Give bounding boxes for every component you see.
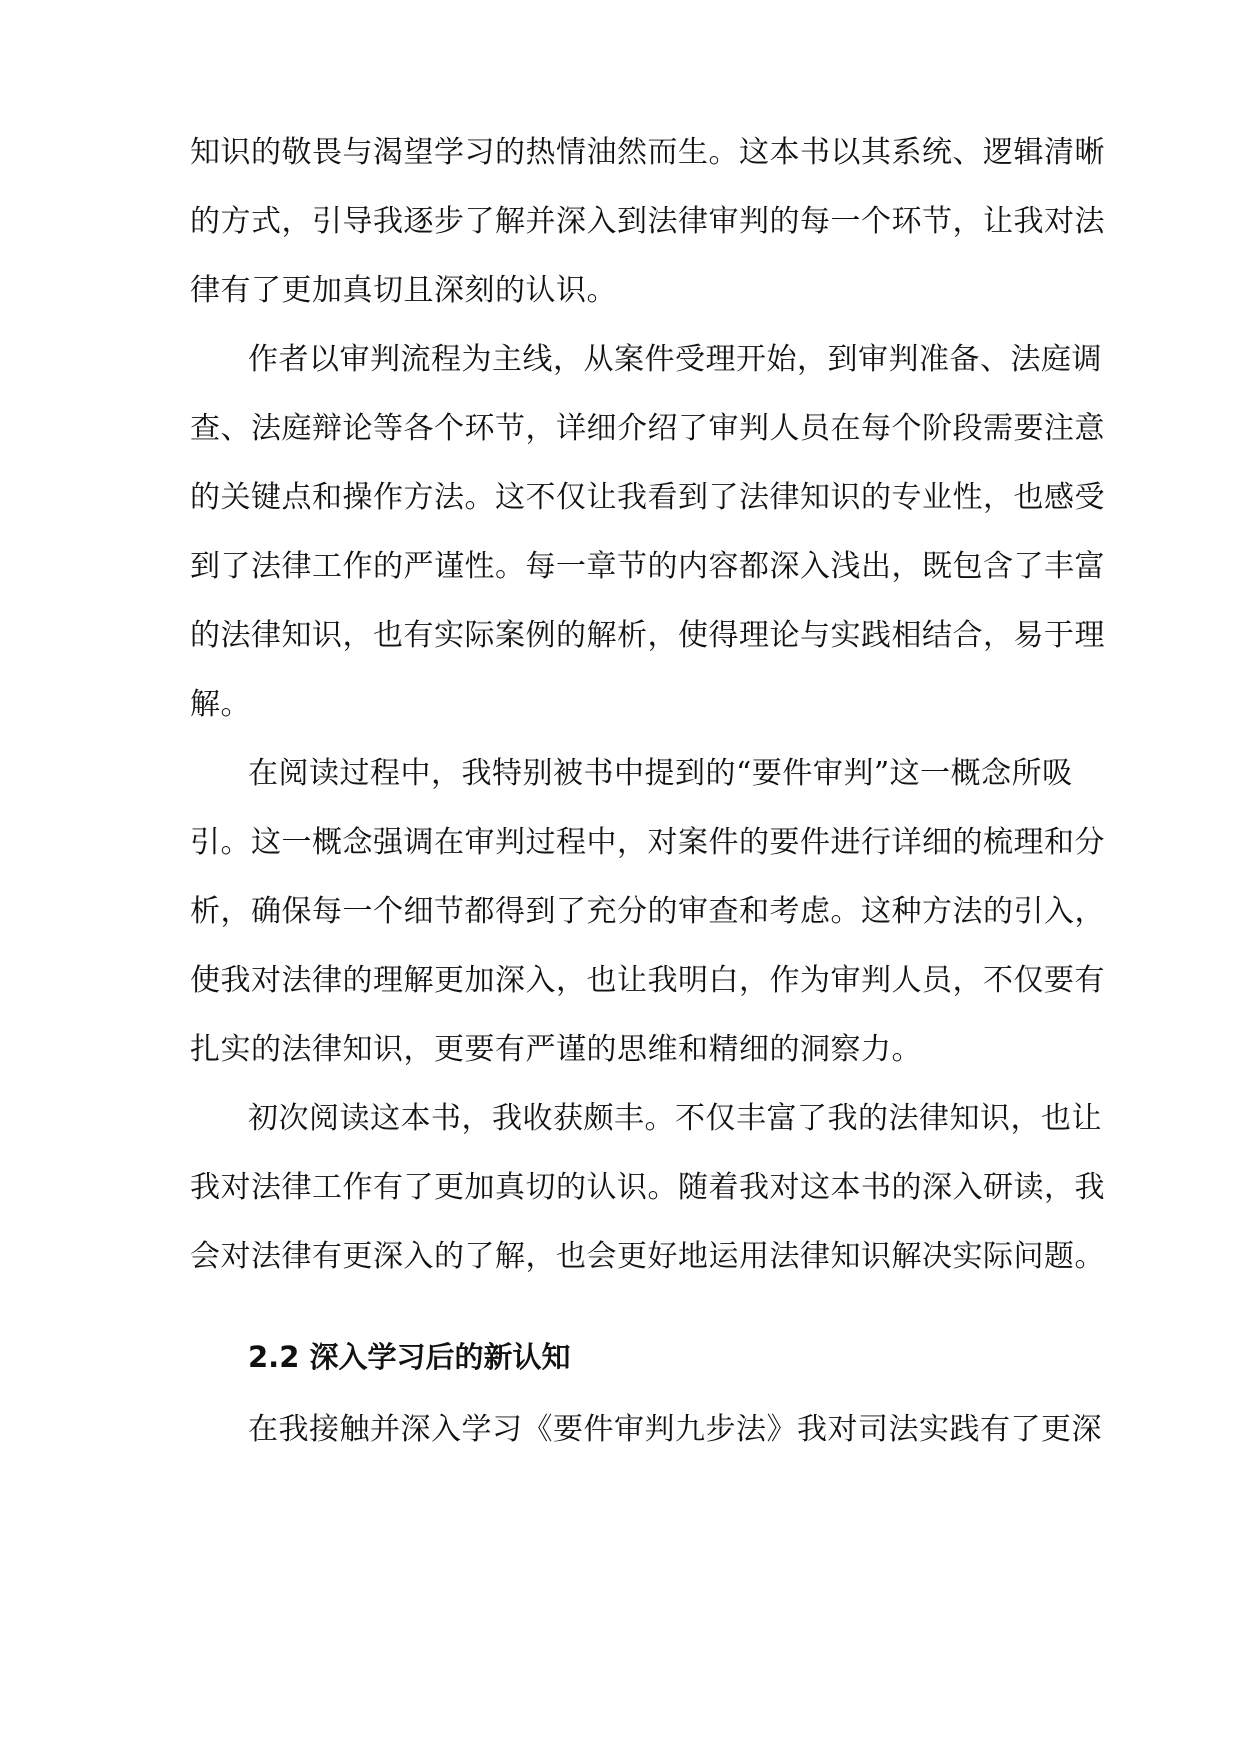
paragraph-1-line-3: 律有了更加真切且深刻的认识。 — [190, 273, 617, 308]
paragraph-3-line-4: 使我对法律的理解更加深入，也让我明白，作为审判人员，不仅要有 — [190, 963, 1105, 998]
paragraph-3-line-3: 析，确保每一个细节都得到了充分的审查和考虑。这种方法的引入， — [190, 894, 1105, 929]
paragraph-2-line-4: 到了法律工作的严谨性。每一章节的内容都深入浅出，既包含了丰富 — [190, 549, 1105, 584]
paragraph-5-line-1: 在我接触并深入学习《要件审判九步法》我对司法实践有了更深 — [248, 1412, 1102, 1447]
paragraph-2-line-6: 解。 — [190, 687, 251, 722]
paragraph-2-line-5: 的法律知识，也有实际案例的解析，使得理论与实践相结合，易于理 — [190, 618, 1105, 653]
paragraph-3-line-1: 在阅读过程中，我特别被书中提到的“要件审判”这一概念所吸 — [248, 756, 1073, 791]
paragraph-2-line-1: 作者以审判流程为主线，从案件受理开始，到审判准备、法庭调 — [248, 342, 1102, 377]
section-heading: 2.2 深入学习后的新认知 — [248, 1340, 571, 1374]
paragraph-4-line-3: 会对法律有更深入的了解，也会更好地运用法律知识解决实际问题。 — [190, 1239, 1105, 1274]
paragraph-3-line-2: 引。这一概念强调在审判过程中，对案件的要件进行详细的梳理和分 — [190, 825, 1105, 860]
paragraph-4-line-1: 初次阅读这本书，我收获颇丰。不仅丰富了我的法律知识，也让 — [248, 1101, 1102, 1136]
paragraph-4-line-2: 我对法律工作有了更加真切的认识。随着我对这本书的深入研读，我 — [190, 1170, 1105, 1205]
paragraph-1-line-1: 知识的敬畏与渴望学习的热情油然而生。这本书以其系统、逻辑清晰 — [190, 135, 1105, 170]
paragraph-3-line-5: 扎实的法律知识，更要有严谨的思维和精细的洞察力。 — [190, 1032, 922, 1067]
paragraph-2-line-3: 的关键点和操作方法。这不仅让我看到了法律知识的专业性，也感受 — [190, 480, 1105, 515]
paragraph-1-line-2: 的方式，引导我逐步了解并深入到法律审判的每一个环节，让我对法 — [190, 204, 1105, 239]
paragraph-2-line-2: 查、法庭辩论等各个环节，详细介绍了审判人员在每个阶段需要注意 — [190, 411, 1105, 446]
